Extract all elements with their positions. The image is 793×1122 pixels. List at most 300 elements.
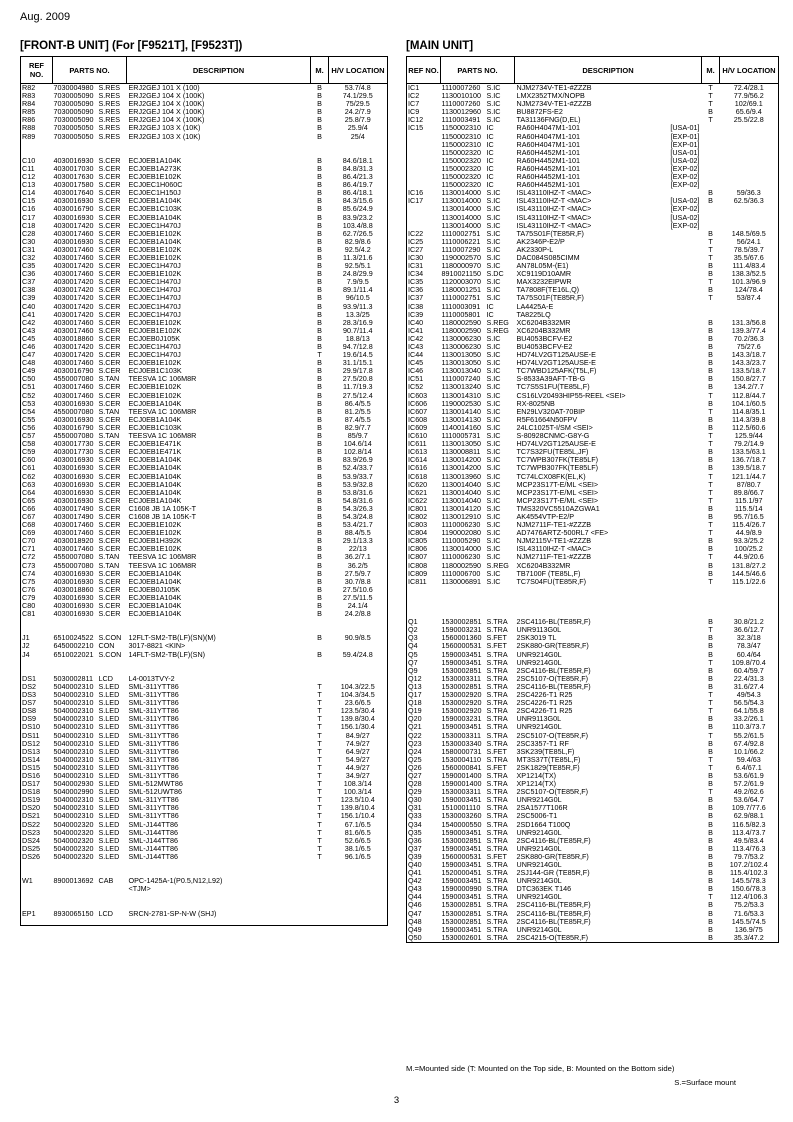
mounted-side-cell: B: [708, 917, 713, 926]
hv-location-cell: 83.9/26.9: [329, 456, 388, 464]
part-type-cell: [98, 149, 127, 157]
parts-no-cell: 5040002310: [53, 763, 94, 772]
mounted-side-cell: B: [317, 423, 322, 432]
part-type-cell: S.IC: [486, 334, 501, 343]
parts-no-cell: 4030016930: [53, 415, 94, 424]
hv-location-cell: 115.4/26.7: [720, 521, 779, 529]
mounted-side-cell: B: [708, 828, 713, 837]
mounted-side-cell: T: [317, 691, 322, 700]
ref-no-cell: Q1: [407, 618, 441, 626]
parts-no-cell: 1130013040: [441, 367, 481, 376]
description-text: ECJ0EB1C103K: [128, 205, 182, 214]
ref-no-cell: DS23: [21, 829, 53, 837]
parts-no-cell: 1140014160: [441, 423, 481, 432]
parts-no-cell: 1130006891: [441, 577, 481, 586]
table-row: [21, 764, 388, 772]
parts-no-header: PARTS NO.: [53, 57, 127, 84]
hv-location-cell: 22/13: [329, 545, 388, 553]
part-type-cell: S.CER: [98, 440, 121, 449]
ref-no-cell: C79: [21, 594, 53, 602]
hv-location-cell: 95.7/16.5: [720, 513, 779, 521]
description-cell: [515, 626, 702, 634]
mounted-side-cell: B: [708, 634, 713, 643]
description-cell: [515, 416, 702, 424]
parts-no-cell: 1110007260: [441, 83, 481, 92]
hv-location-header: H/V LOCATION: [329, 57, 388, 84]
table-row: [21, 311, 388, 319]
part-type-cell: S.CER: [98, 529, 121, 538]
table-row: [407, 238, 779, 246]
description-cell: [127, 642, 311, 650]
description-cell: [127, 707, 311, 715]
hv-location-cell: [329, 675, 388, 683]
table-row: [21, 772, 388, 780]
parts-no-cell: 4030018860: [53, 334, 94, 343]
hv-location-cell: [720, 173, 779, 181]
part-type-cell: S.LED: [98, 699, 120, 708]
parts-no-cell: 4030018860: [53, 585, 94, 594]
ref-no-cell: C73: [21, 562, 53, 570]
description-text: 2SK880-GR(TE85R,F): [516, 642, 589, 651]
description-text: 3SK239(TE85L,F): [516, 747, 575, 756]
description-cell: [127, 149, 311, 157]
description-cell: [127, 238, 311, 246]
description-cell: [127, 586, 311, 594]
version-tag: [EXP-02]: [670, 181, 700, 190]
hv-location-cell: 134.2/7.7: [720, 383, 779, 391]
part-type-cell: S.CER: [98, 278, 121, 287]
description-text: 12FLT-SM2-TB(LF)(SN)(M): [128, 634, 216, 643]
parts-no-cell: 4030018920: [53, 537, 94, 546]
description-cell: [127, 440, 311, 448]
ref-no-cell: DS22: [21, 821, 53, 829]
ref-no-cell: C61: [21, 464, 53, 472]
ref-no-cell: [21, 893, 53, 901]
description-cell: [127, 691, 311, 699]
description-text: ECJ0EB1E102K: [128, 391, 182, 400]
mounted-side-cell: B: [708, 383, 713, 392]
description-cell: [515, 108, 702, 116]
part-type-cell: S.IC: [486, 537, 501, 546]
table-row: [407, 651, 779, 659]
description-cell: [515, 473, 702, 481]
description-cell: [127, 918, 311, 926]
description-text: TEESVA 1C 106M8R: [128, 553, 197, 562]
table-row: [21, 683, 388, 691]
description-cell: [515, 513, 702, 521]
ref-no-cell: IC616: [407, 464, 441, 472]
description-text: ISL43110IHZ-T <MAC>: [516, 545, 592, 554]
mounted-side-cell: B: [317, 334, 322, 343]
hv-location-cell: 59.4/63: [720, 756, 779, 764]
part-type-cell: [98, 861, 127, 869]
description-text: SML-J144TT86: [128, 844, 179, 853]
description-cell: [515, 489, 702, 497]
description-cell: [127, 246, 311, 254]
table-row: [407, 254, 779, 262]
mounted-side-cell: T: [317, 844, 322, 853]
ref-no-cell: Q35: [407, 829, 441, 837]
table-row: [407, 92, 779, 100]
parts-no-cell: 4030017460: [53, 545, 94, 554]
hv-location-cell: 84.8/31.3: [329, 165, 388, 173]
ref-no-cell: Q23: [407, 740, 441, 748]
mounted-side-cell: B: [708, 326, 713, 335]
table-row: [407, 286, 779, 294]
part-type-cell: S.LED: [98, 812, 120, 821]
mounted-side-cell: T: [708, 472, 713, 481]
table-row: [21, 505, 388, 513]
part-type-cell: S.TRA: [486, 707, 508, 716]
description-cell: [515, 205, 702, 213]
ref-no-cell: IC613: [407, 448, 441, 456]
parts-no-cell: 4030016930: [53, 237, 94, 246]
description-text: ECJ0EC1H060C: [128, 181, 183, 190]
hv-location-cell: 156.1/10.4: [329, 812, 388, 820]
ref-no-cell: C75: [21, 578, 53, 586]
ref-no-header: REF NO.: [407, 57, 441, 84]
description-cell: [127, 278, 311, 286]
parts-no-cell: 7030005090: [53, 100, 94, 109]
part-type-cell: S.IC: [486, 383, 501, 392]
description-text: UNR9214G0L: [516, 893, 562, 902]
mounted-side-cell: T: [317, 812, 322, 821]
description-text: SML-J144TT86: [128, 828, 179, 837]
description-cell: [127, 553, 311, 561]
table-row: [407, 214, 779, 222]
part-type-cell: S.CER: [98, 415, 121, 424]
ref-no-cell: DS9: [21, 715, 53, 723]
description-text: ECJ0EB1A104K: [128, 237, 182, 246]
parts-no-cell: 5040002320: [53, 828, 94, 837]
table-row: [21, 189, 388, 197]
description-text: SRCN-2781-SP-N-W (SHJ): [128, 909, 217, 918]
parts-no-cell: 1150002310: [441, 140, 481, 149]
ref-no-cell: DS16: [21, 772, 53, 780]
hv-location-cell: [329, 149, 388, 157]
part-type-cell: S.IC: [486, 245, 501, 254]
ref-no-cell: IC9: [407, 108, 441, 116]
table-row: [21, 214, 388, 222]
description-cell: [127, 683, 311, 691]
mounted-side-cell: [702, 141, 720, 149]
mounted-side-cell: B: [317, 213, 322, 222]
description-text: ECJ0EB1A104K: [128, 472, 182, 481]
table-row: [407, 262, 779, 270]
part-type-cell: [98, 618, 127, 626]
ref-no-cell: C16: [21, 205, 53, 213]
description-text: ISL43110IHZ-T <MAC>: [516, 205, 592, 214]
table-row: [407, 893, 779, 901]
part-type-cell: S.CER: [98, 537, 121, 546]
hv-location-cell: [720, 586, 779, 594]
description-cell: [127, 141, 311, 149]
parts-no-cell: 4550007080: [53, 561, 94, 570]
description-text: S-80928CNMC-G8Y-G: [516, 432, 590, 441]
table-row: [21, 133, 388, 141]
ref-no-cell: Q19: [407, 707, 441, 715]
part-type-cell: S.IC: [486, 367, 501, 376]
ref-no-cell: IC41: [407, 327, 441, 335]
hv-location-cell: 89.8/66.7: [720, 489, 779, 497]
table-row: [21, 116, 388, 124]
parts-no-cell: 4030017460: [53, 253, 94, 262]
description-text: ECJ0EB1E102K: [128, 529, 182, 538]
parts-no-cell: 1590001400: [441, 771, 482, 780]
mounted-side-cell: B: [317, 197, 322, 206]
part-type-cell: S.IC: [486, 343, 501, 351]
description-cell: [515, 84, 702, 93]
description-cell: [127, 222, 311, 230]
table-row: [407, 723, 779, 731]
mounted-side-cell: T: [317, 747, 322, 756]
mounted-side-cell: B: [317, 415, 322, 424]
part-type-cell: IC: [486, 124, 494, 133]
mounted-side-cell: [702, 303, 720, 311]
description-text: BU4053BCFV-E2: [516, 343, 573, 351]
description-cell: [515, 667, 702, 675]
ref-no-cell: [407, 610, 441, 618]
parts-no-cell: 1150002320: [441, 156, 481, 165]
hv-location-cell: 113.4/76.3: [720, 845, 779, 853]
parts-no-cell: [53, 861, 98, 869]
description-cell: [515, 424, 702, 432]
hv-location-cell: 10.1/66.2: [720, 748, 779, 756]
hv-location-cell: [720, 222, 779, 230]
description-cell: [127, 626, 311, 634]
description-cell: [127, 610, 311, 618]
description-text: C1608 JB 1A 105K-T: [128, 504, 197, 513]
hv-location-cell: 93.9/11.3: [329, 303, 388, 311]
ref-no-cell: J4: [21, 651, 53, 659]
description-text: SML-512UWT86: [128, 788, 183, 797]
parts-no-cell: 1530003340: [441, 739, 482, 748]
ref-no-cell: [21, 141, 53, 149]
description-text: TA75S01F(TE85R,F): [516, 294, 584, 303]
part-type-cell: [486, 610, 515, 618]
part-type-cell: S.RES: [98, 100, 121, 109]
description-text: RA60H4452M1-101: [516, 173, 581, 182]
description-text: 2SC4215-O(TE85R,F): [516, 933, 588, 942]
part-type-cell: S.CER: [98, 294, 121, 303]
part-type-cell: S.CER: [98, 456, 121, 465]
part-type-cell: S.IC: [486, 100, 501, 109]
parts-no-cell: 1590003451: [441, 925, 482, 934]
hv-location-cell: 121.1/44.7: [720, 473, 779, 481]
parts-no-cell: 7030005090: [53, 92, 94, 101]
table-row: [407, 489, 779, 497]
description-text: TEESVA 1C 106M8R: [128, 432, 197, 441]
table-row: [21, 748, 388, 756]
hv-location-cell: 31.1/15.1: [329, 359, 388, 367]
table-row: [21, 367, 388, 375]
table-row: [21, 513, 388, 521]
mounted-side-cell: B: [317, 610, 322, 619]
description-text: UNR9214G0L: [516, 925, 562, 934]
table-row: [21, 246, 388, 254]
part-type-cell: IC: [486, 156, 494, 165]
parts-no-cell: 4030017460: [53, 326, 94, 335]
part-type-cell: S.CER: [98, 221, 121, 230]
table-row: [21, 715, 388, 723]
parts-no-cell: 1130010100: [441, 92, 481, 101]
parts-no-cell: [53, 893, 98, 901]
parts-no-cell: 1530002851: [441, 901, 482, 910]
table-row: [21, 124, 388, 132]
description-text: UNR9214G0L: [516, 723, 562, 732]
description-cell: [515, 189, 702, 197]
description-text: ECJ0EC1H470J: [128, 310, 181, 319]
hv-location-cell: 64.9/27: [329, 748, 388, 756]
description-cell: [127, 651, 311, 659]
table-row: [407, 400, 779, 408]
description-cell: [127, 910, 311, 918]
ref-no-cell: C60: [21, 456, 53, 464]
table-row: [407, 861, 779, 869]
ref-no-cell: Q44: [407, 893, 441, 901]
table-row: [21, 901, 388, 909]
hv-location-cell: 11.7/19.3: [329, 383, 388, 391]
description-text: ECJ0EB0J105K: [128, 334, 181, 343]
description-text: 2SC4116-BL(TE85R,F): [516, 682, 591, 691]
part-type-cell: S.LED: [98, 780, 120, 789]
hv-location-cell: 6.4/67.1: [720, 764, 779, 772]
part-type-cell: S.TRA: [486, 925, 508, 934]
part-type-cell: S.IC: [486, 294, 501, 303]
parts-no-cell: 4030017420: [53, 262, 94, 271]
parts-no-cell: 1130014200: [441, 456, 481, 465]
mounted-side-cell: B: [317, 472, 322, 481]
ref-no-cell: DS1: [21, 675, 53, 683]
table-row: [21, 84, 388, 93]
part-type-cell: S.TRA: [486, 731, 508, 740]
description-text: HD74LV2GT125AUSE-E: [516, 351, 596, 360]
part-type-cell: S.TRA: [486, 909, 508, 918]
description-text: ECJ0EB1E471K: [128, 448, 182, 457]
table-row: [407, 764, 779, 772]
mounted-side-cell: B: [317, 173, 322, 182]
table-row: [407, 513, 779, 521]
part-type-cell: S.TRA: [486, 796, 508, 805]
description-text: DTC363EK T146: [516, 885, 572, 894]
table-row: [21, 400, 388, 408]
description-cell: [127, 821, 311, 829]
mounted-side-cell: B: [708, 504, 713, 513]
table-row: [21, 723, 388, 731]
mounted-side-cell: T: [708, 763, 713, 772]
mounted-side-cell: B: [317, 529, 322, 538]
mounted-side-cell: T: [708, 278, 713, 287]
hv-location-cell: 96/10.5: [329, 294, 388, 302]
table-row: [407, 772, 779, 780]
description-text: ECJ0EB1A104K: [128, 399, 182, 408]
mounted-side-cell: T: [708, 92, 713, 101]
parts-no-cell: 1110003091: [441, 302, 481, 311]
description-text: RA60H4452M1-101: [516, 164, 581, 173]
mounted-side-cell: B: [317, 83, 322, 92]
parts-no-cell: 4030017730: [53, 448, 94, 457]
mounted-side-cell: B: [708, 666, 713, 675]
description-text: ECJ0EB1E102K: [128, 521, 182, 530]
description-text: ERJ2GEJ 104 X (100K): [128, 116, 205, 125]
mounted-side-cell: T: [317, 771, 322, 780]
part-type-cell: S.IC: [486, 577, 501, 586]
table-row: [21, 319, 388, 327]
description-cell: [127, 286, 311, 294]
ref-no-cell: C41: [21, 311, 53, 319]
hv-location-cell: [720, 205, 779, 213]
table-row: [21, 335, 388, 343]
part-type-cell: S.TRA: [486, 804, 508, 813]
mounted-side-cell: B: [317, 286, 322, 295]
description-cell: [515, 926, 702, 934]
part-type-cell: S.IC: [486, 189, 501, 198]
part-type-cell: S.TRA: [486, 917, 508, 926]
mounted-side-cell: B: [317, 100, 322, 109]
description-text: AK2330P-L: [516, 245, 554, 254]
description-text: 2SC4116-BL(TE85R,F): [516, 917, 591, 926]
table-row: [407, 456, 779, 464]
mounted-side-cell: [311, 659, 329, 667]
description-cell: [515, 562, 702, 570]
ref-no-cell: Q13: [407, 683, 441, 691]
description-cell: [127, 133, 311, 141]
part-type-cell: S.IC: [486, 278, 501, 287]
hv-location-cell: 33.2/26.1: [720, 715, 779, 723]
description-cell: [127, 254, 311, 262]
description-text: MT3S37T(TE85L,F): [516, 755, 581, 764]
hv-location-cell: 24.1/4: [329, 602, 388, 610]
parts-no-cell: 4030017420: [53, 286, 94, 295]
mounted-side-cell: T: [317, 820, 322, 829]
hv-location-cell: [720, 214, 779, 222]
table-row: [21, 343, 388, 351]
table-row: [407, 133, 779, 141]
ref-no-cell: C12: [21, 173, 53, 181]
description-text: ECJ0EC1H150J: [128, 189, 181, 198]
part-type-cell: S.IC: [486, 529, 501, 538]
parts-no-cell: 1110002751: [441, 294, 481, 303]
description-text: HD74LV2GT125AUSE-E: [516, 440, 596, 449]
mounted-side-cell: B: [708, 189, 713, 198]
ref-no-cell: Q26: [407, 764, 441, 772]
table-row: [21, 294, 388, 302]
part-type-cell: S.IC: [486, 440, 501, 449]
hv-location-cell: 81.6/6.5: [329, 829, 388, 837]
part-type-cell: S.TRA: [486, 877, 508, 886]
ref-no-cell: C70: [21, 537, 53, 545]
hv-location-cell: 30.7/8.8: [329, 578, 388, 586]
part-type-cell: S.LED: [98, 788, 120, 797]
table-row: [21, 92, 388, 100]
parts-no-cell: 5040002320: [53, 844, 94, 853]
ref-no-cell: R84: [21, 100, 53, 108]
part-type-cell: S.CER: [98, 423, 121, 432]
description-text: ERJ2GEJ 104 X (100K): [128, 92, 205, 101]
part-type-cell: S.LED: [98, 691, 120, 700]
description-text: SML-311YTT86: [128, 715, 179, 724]
version-tag: [EXP-02]: [670, 221, 700, 230]
mounted-side-cell: B: [708, 343, 713, 351]
parts-no-cell: 1180002590: [441, 326, 481, 335]
table-row: [21, 489, 388, 497]
version-tag: [EXP-02]: [670, 173, 700, 182]
part-type-cell: S.LED: [98, 715, 120, 724]
description-text: TEESVA 1C 106M8R: [128, 561, 197, 570]
part-type-cell: S.CER: [98, 504, 121, 513]
parts-no-cell: 1110002751: [441, 229, 481, 238]
ref-no-cell: [21, 626, 53, 634]
